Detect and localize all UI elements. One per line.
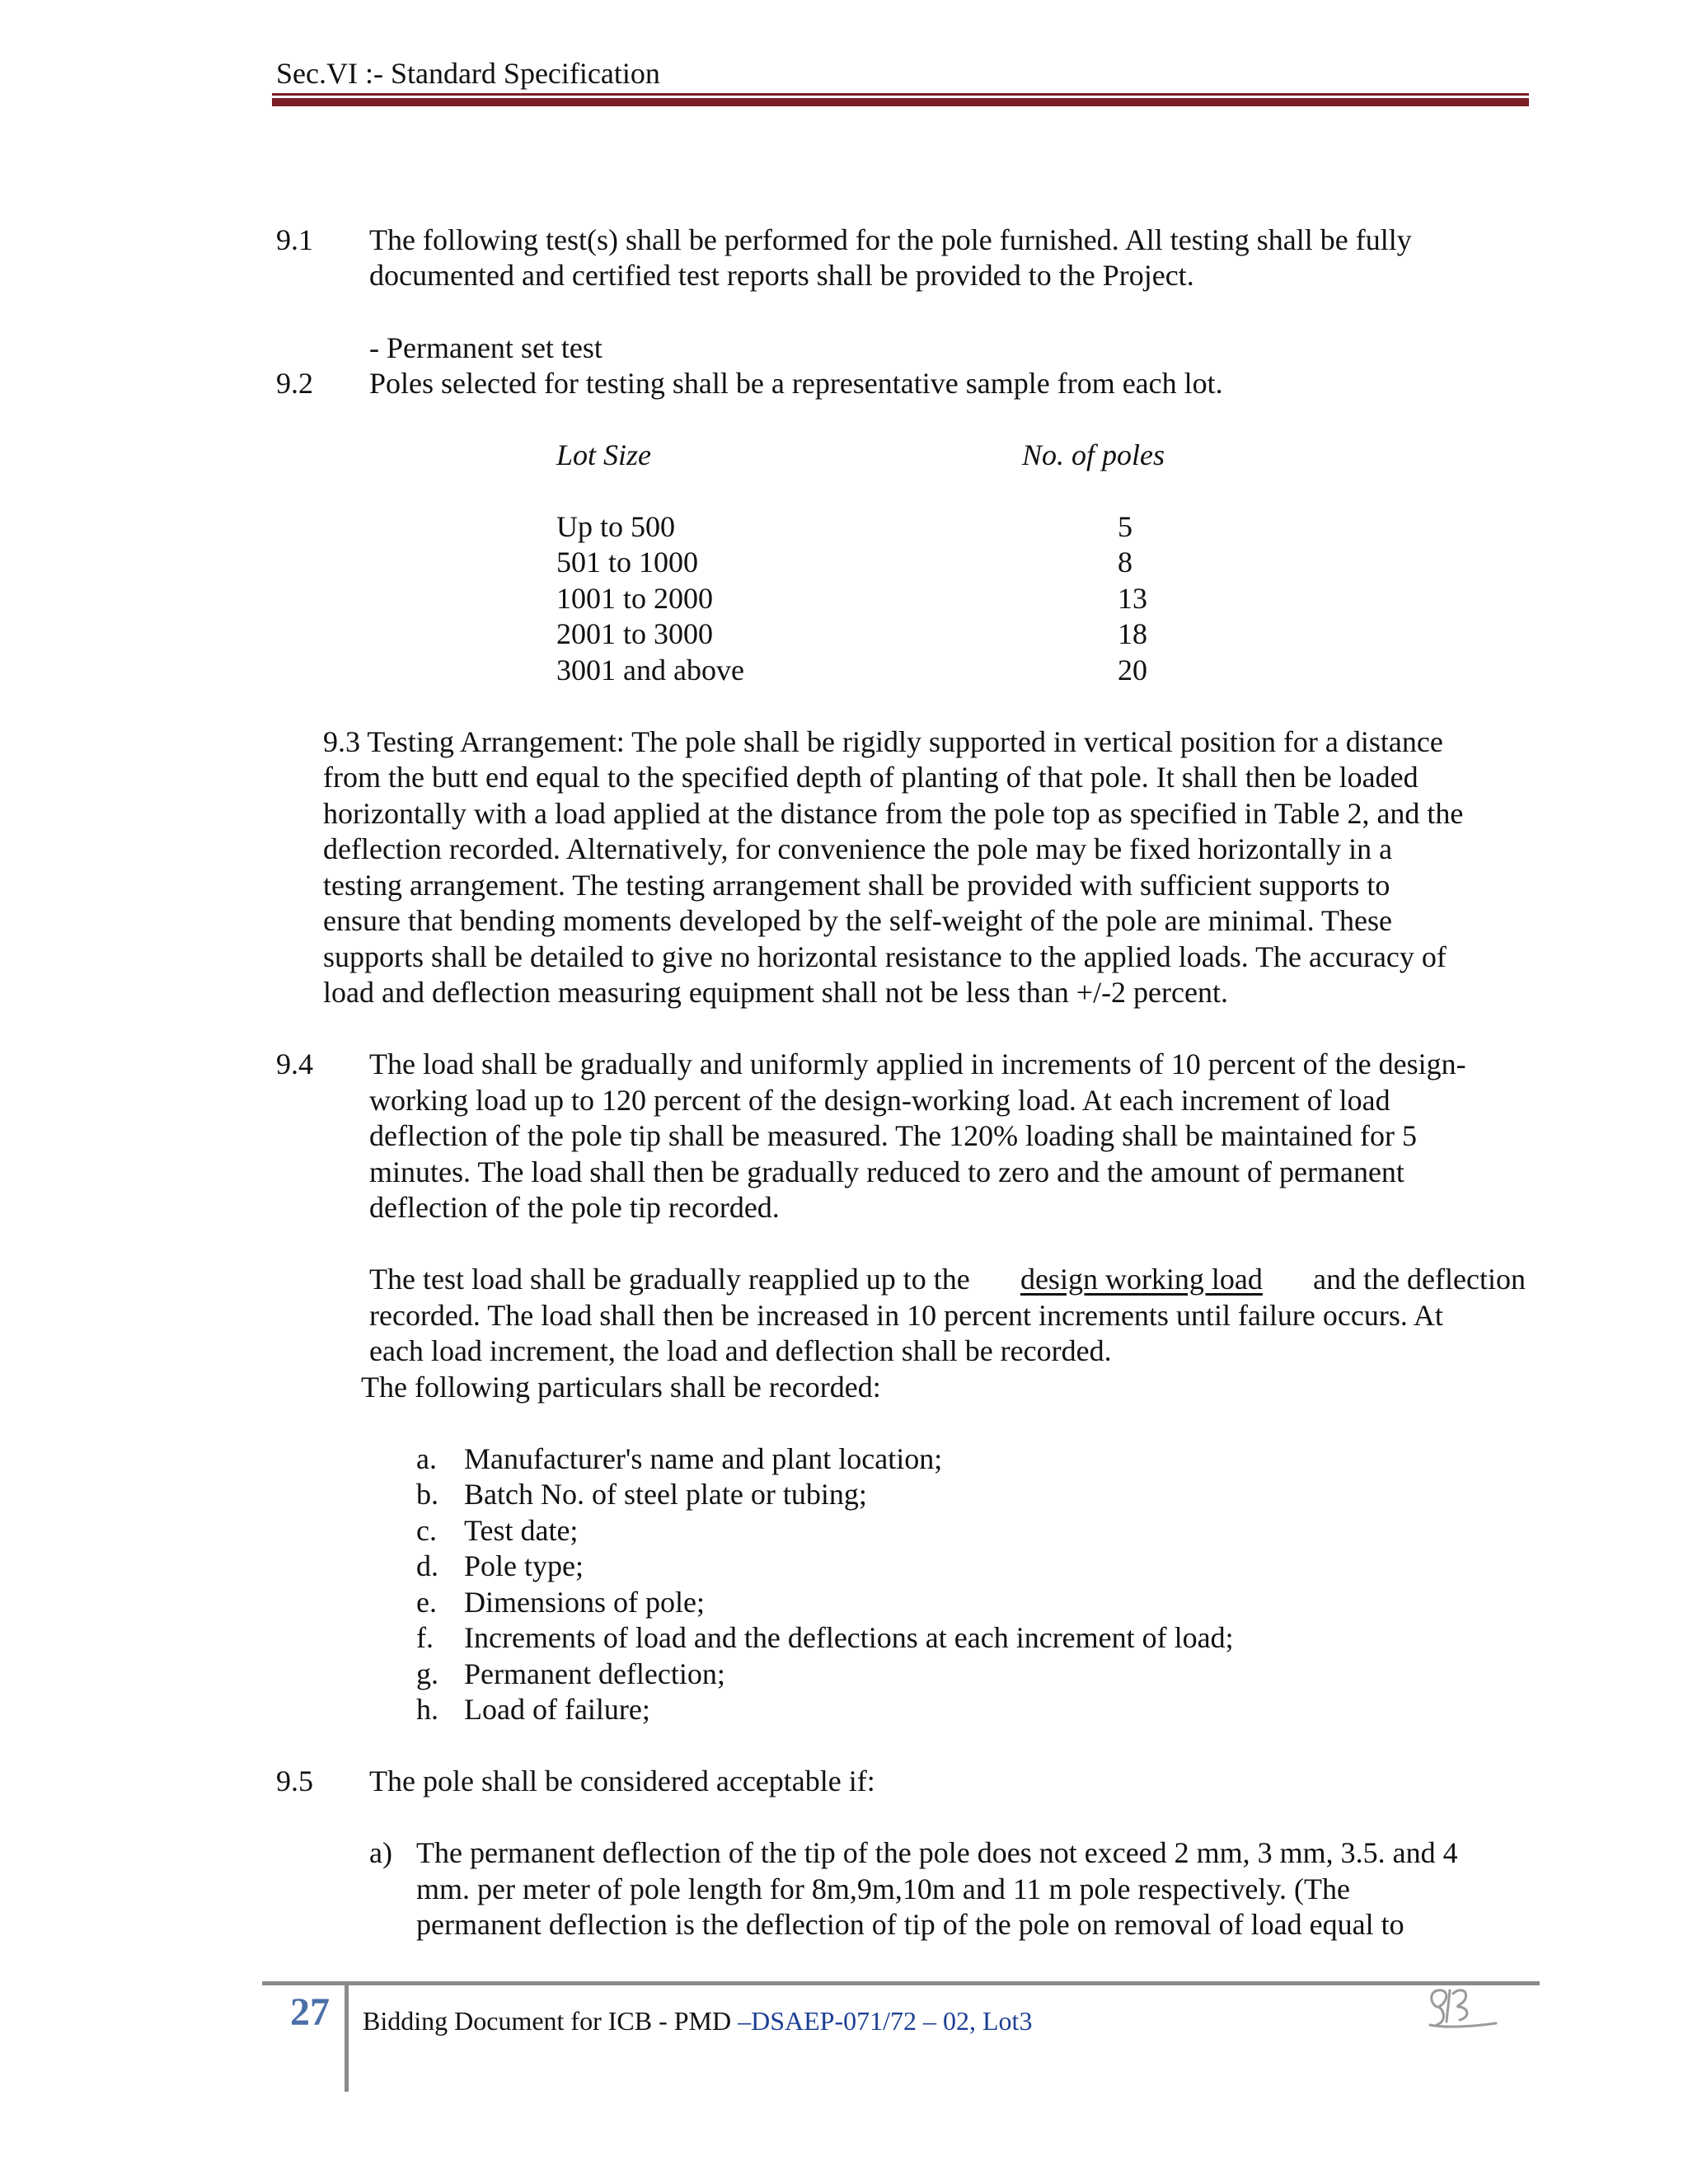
footer-rule bbox=[262, 1981, 1540, 1985]
section-9-3-line: supports shall be detailed to give no horizontal resistance to the applied loads. The accuracy of bbox=[323, 940, 1447, 973]
section-9-4-para-2-line-3: each load increment, the load and deflection shall be recorded. bbox=[369, 1334, 1112, 1367]
header-title: Sec.VI :- Standard Specification bbox=[276, 57, 660, 90]
section-9-1-line-1: The following test(s) shall be performed for the pole furnished. All testing shall be fully bbox=[369, 223, 1412, 256]
section-9-3-line: load and deflection measuring equipment shall not be less than +/-2 percent. bbox=[323, 976, 1228, 1009]
footer-text bbox=[363, 2006, 1032, 2036]
list-item-marker: h. bbox=[416, 1693, 438, 1726]
list-item-marker: d. bbox=[416, 1549, 438, 1582]
section-9-2-text: Poles selected for testing shall be a representative sample from each lot. bbox=[369, 367, 1223, 400]
list-item-marker: g. bbox=[416, 1657, 438, 1690]
page-number: 27 bbox=[290, 1990, 330, 2034]
section-9-5-number: 9.5 bbox=[276, 1765, 313, 1797]
table-row-poles: 20 bbox=[1118, 654, 1147, 687]
section-9-1-number: 9.1 bbox=[276, 223, 313, 256]
section-9-2-number: 9.2 bbox=[276, 367, 313, 400]
section-9-3-line: deflection recorded. Alternatively, for convenience the pole may be fixed horizontally in a bbox=[323, 832, 1393, 865]
section-9-5-item-a-marker: a) bbox=[369, 1836, 392, 1869]
particulars-intro: The following particulars shall be recorded: bbox=[361, 1371, 881, 1404]
para-2-text-post: and the deflection bbox=[1306, 1263, 1526, 1296]
handwritten-initials-signature bbox=[1422, 1982, 1500, 2036]
list-item: Dimensions of pole; bbox=[464, 1586, 705, 1619]
table-row-lot-size: 501 to 1000 bbox=[556, 546, 699, 579]
section-9-1-line-2: documented and certified test reports shall be provided to the Project. bbox=[369, 259, 1194, 292]
table-row-lot-size: 2001 to 3000 bbox=[556, 617, 714, 650]
table-row-poles: 8 bbox=[1118, 546, 1132, 579]
section-9-1-test-item: - Permanent set test bbox=[369, 331, 603, 364]
section-9-4-line: deflection of the pole tip recorded. bbox=[369, 1191, 780, 1224]
section-9-5-item-a-line: permanent deflection is the deflection of tip of the pole on removal of load equal to bbox=[416, 1908, 1404, 1941]
list-item-marker: b. bbox=[416, 1478, 438, 1511]
section-9-5-item-a-line: mm. per meter of pole length for 8m,9m,10m and 11 m pole respectively. (The bbox=[416, 1872, 1351, 1905]
section-9-4-line: deflection of the pole tip shall be measured. The 120% loading shall be maintained for 5 bbox=[369, 1119, 1417, 1152]
section-9-3-line: testing arrangement. The testing arrangement shall be provided with sufficient supports to bbox=[323, 869, 1390, 902]
list-item-marker: c. bbox=[416, 1514, 437, 1547]
table-row-lot-size: 3001 and above bbox=[556, 654, 744, 687]
section-9-3-line: ensure that bending moments developed by the self-weight of the pole are minimal. These bbox=[323, 904, 1392, 937]
list-item: Manufacturer's name and plant location; bbox=[464, 1442, 943, 1475]
list-item-marker: e. bbox=[416, 1586, 437, 1619]
table-row-lot-size: Up to 500 bbox=[556, 510, 675, 543]
list-item: Test date; bbox=[464, 1514, 579, 1547]
section-9-3-line: 9.3 Testing Arrangement: The pole shall be rigidly supported in vertical position for a distance bbox=[323, 725, 1443, 758]
section-9-5-text: The pole shall be considered acceptable if: bbox=[369, 1765, 875, 1797]
table-row-lot-size: 1001 to 2000 bbox=[556, 582, 714, 615]
para-2-text-pre: The test load shall be gradually reapplied up to the bbox=[369, 1263, 978, 1296]
footer-text-accent: –DSAEP-071/72 – 02, Lot3 bbox=[738, 2006, 1033, 2036]
section-9-4-line: working load up to 120 percent of the design-working load. At each increment of load bbox=[369, 1084, 1390, 1117]
section-9-3-line: from the butt end equal to the specified depth of planting of that pole. It shall then be loaded bbox=[323, 761, 1418, 794]
section-9-4-number: 9.4 bbox=[276, 1047, 313, 1080]
list-item-marker: f. bbox=[416, 1621, 434, 1654]
list-item: Batch No. of steel plate or tubing; bbox=[464, 1478, 867, 1511]
list-item: Pole type; bbox=[464, 1549, 584, 1582]
header-rule-thin bbox=[272, 93, 1529, 96]
section-9-4-line: minutes. The load shall then be gradually reduced to zero and the amount of permanent bbox=[369, 1155, 1404, 1188]
section-9-3-line: horizontally with a load applied at the distance from the pole top as specified in Table 2, and the bbox=[323, 797, 1464, 830]
footer-text-main: Bidding Document for ICB - PMD bbox=[363, 2006, 738, 2036]
table-row-poles: 18 bbox=[1118, 617, 1147, 650]
section-9-4-line: The load shall be gradually and uniformly applied in increments of 10 percent of the design- bbox=[369, 1047, 1466, 1080]
section-9-5-item-a-line: The permanent deflection of the tip of the pole does not exceed 2 mm, 3 mm, 3.5. and 4 bbox=[416, 1836, 1458, 1869]
list-item: Increments of load and the deflections at each increment of load; bbox=[464, 1621, 1234, 1654]
table-header-no-of-poles: No. of poles bbox=[1022, 438, 1165, 471]
list-item: Load of failure; bbox=[464, 1693, 650, 1726]
design-working-load-underlined: design working load bbox=[1020, 1263, 1263, 1296]
table-row-poles: 13 bbox=[1118, 582, 1147, 615]
section-9-4-para-2-line-1 bbox=[369, 1262, 1526, 1298]
section-9-4-para-2-line-2: recorded. The load shall then be increased in 10 percent increments until failure occurs. At bbox=[369, 1299, 1443, 1332]
list-item-marker: a. bbox=[416, 1442, 437, 1475]
header-rule-thick bbox=[272, 98, 1529, 106]
table-header-lot-size: Lot Size bbox=[556, 438, 652, 471]
footer-vertical-rule bbox=[345, 1983, 349, 2092]
table-row-poles: 5 bbox=[1118, 510, 1132, 543]
list-item: Permanent deflection; bbox=[464, 1657, 725, 1690]
